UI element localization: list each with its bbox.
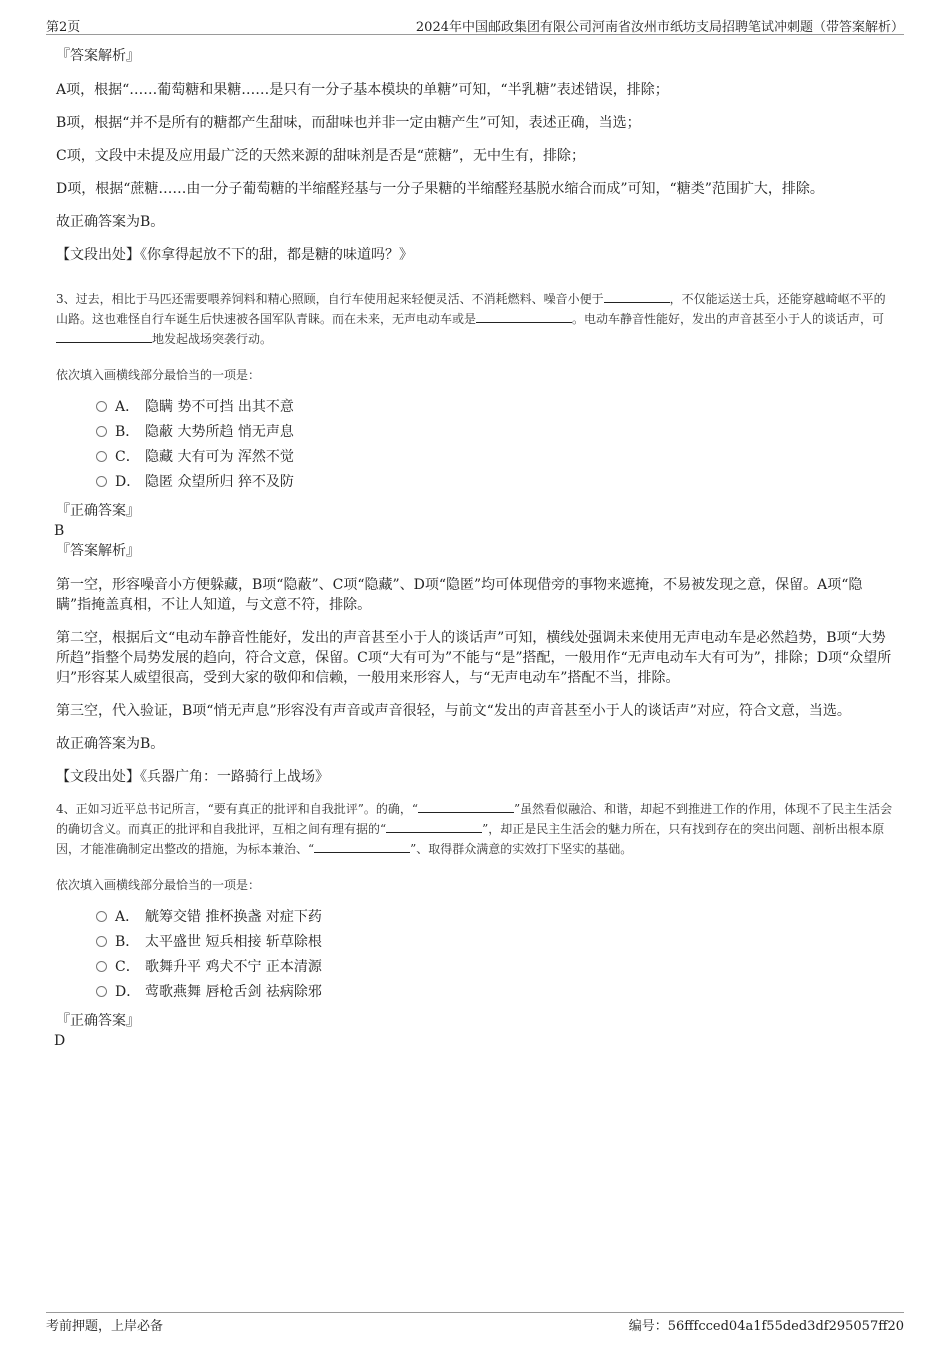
radio-icon[interactable] (96, 911, 107, 922)
q3-answer-label: 『正确答案』 (56, 503, 140, 519)
page-header (46, 14, 904, 35)
blank-1 (604, 289, 670, 303)
q4-option-a[interactable]: A． 觥筹交错 推杯换盏 对症下药 (96, 905, 896, 930)
q3-answer: B (54, 523, 65, 539)
page-content (56, 46, 896, 1051)
q3-analysis-label: 『答案解析』 (56, 543, 140, 559)
radio-icon[interactable] (96, 961, 107, 972)
q3-option-b[interactable]: B． 隐蔽 大势所趋 悄无声息 (96, 420, 896, 445)
question-4-options (96, 905, 896, 1005)
question-3-options (96, 395, 896, 495)
radio-icon[interactable] (96, 426, 107, 437)
radio-icon[interactable] (96, 476, 107, 487)
question-4-prompt: 依次填入画横线部分最恰当的一项是： (56, 878, 261, 892)
question-4-stem: 4、正如习近平总书记所言，“要有真正的批评和自我批评”。的确，“ ”虽然看似融洽、和谐，却起不到推进工作的作用，体现不了民主生活会的确切含义。而真正的批评和自我批评，互相之间有理有据的“ ”，却正是民主生活会的魅力所在，只有找到存在的突出问题、剖析出根本原因，才能准确制定出整改的措施，为标本兼治、“ ”、取得群众满意的实效打下坚实的基础。 (56, 799, 896, 859)
analysis-option-d: D项，根据“蔗糖……由一分子葡萄糖的半缩醛羟基与一分子果糖的半缩醛羟基脱水缩合而成”可知，“糖类”范围扩大，排除。 (56, 181, 824, 197)
q3-option-a[interactable]: A． 隐瞒 势不可挡 出其不意 (96, 395, 896, 420)
blank-2 (386, 819, 482, 833)
q3-option-c[interactable]: C． 隐藏 大有可为 浑然不觉 (96, 445, 896, 470)
document-title: 2024年中国邮政集团有限公司河南省汝州市纸坊支局招聘笔试冲刺题（带答案解析） (415, 20, 904, 35)
blank-1 (418, 799, 514, 813)
question-3-prompt: 依次填入画横线部分最恰当的一项是： (56, 368, 261, 382)
document-id: 编号：56fffcced04a1f55ded3df295057ff20 (628, 1319, 904, 1334)
radio-icon[interactable] (96, 936, 107, 947)
q4-option-b[interactable]: B． 太平盛世 短兵相接 斩草除根 (96, 930, 896, 955)
analysis-label: 『答案解析』 (56, 48, 140, 64)
page-number: 第2页 (46, 20, 81, 35)
q4-answer: D (54, 1033, 66, 1049)
footer-slogan: 考前押题，上岸必备 (46, 1319, 164, 1334)
q3-explanation-1: 第一空，形容噪音小方便躲藏，B项“隐蔽”、C项“隐藏”、D项“隐匿”均可体现借旁的事物来遮掩，不易被发现之意，保留。A项“隐瞒”指掩盖真相，不让人知道，与文意不符，排除。 (56, 577, 863, 613)
question-3-stem: 3、过去，相比于马匹还需要喂养饲料和精心照顾，自行车使用起来轻便灵活、不消耗燃料、噪音小便于 ，不仅能运送士兵，还能穿越崎岖不平的山路。这也难怪自行车诞生后快速被各国军队青睐。而在未来，无声电动车或是 。电动车静音性能好，发出的声音甚至小于人的谈话声，可地发起战场突袭行动。 (56, 289, 896, 349)
q3-option-d[interactable]: D． 隐匿 众望所归 猝不及防 (96, 470, 896, 495)
analysis-option-a: A项，根据“……葡萄糖和果糖……是只有一分子基本模块的单糖”可知，“半乳糖”表述错误，排除； (56, 82, 669, 98)
analysis-conclusion: 故正确答案为B。 (56, 214, 165, 230)
blank-3 (56, 329, 152, 343)
q3-source: 【文段出处】《兵器广角：一路骑行上战场》 (56, 769, 329, 785)
q3-explanation-2: 第二空，根据后文“电动车静音性能好，发出的声音甚至小于人的谈话声”可知，横线处强调未来使用无声电动车是必然趋势，B项“大势所趋”指整个局势发展的趋向，符合文意，保留。C项“大有可为”不能与“是”搭配，一般用作“无声电动车大有可为”，排除；D项“众望所归”形容某人威望很高，受到大家的敬仰和信赖，一般用来形容人，与“无声电动车”搭配不当，排除。 (56, 630, 892, 686)
page-footer (46, 1312, 904, 1334)
radio-icon[interactable] (96, 986, 107, 997)
analysis-option-c: C项，文段中未提及应用最广泛的天然来源的甜味剂是否是“蔗糖”，无中生有，排除； (56, 148, 586, 164)
blank-3 (314, 839, 410, 853)
q3-explanation-3: 第三空，代入验证，B项“悄无声息”形容没有声音或声音很轻，与前文“发出的声音甚至小于人的谈话声”对应，符合文意，当选。 (56, 703, 851, 719)
q3-conclusion: 故正确答案为B。 (56, 736, 165, 752)
blank-2 (476, 309, 572, 323)
analysis-option-b: B项，根据“并不是所有的糖都产生甜味，而甜味也并非一定由糖产生”可知，表述正确，当选； (56, 115, 641, 131)
q4-option-c[interactable]: C． 歌舞升平 鸡犬不宁 正本清源 (96, 955, 896, 980)
radio-icon[interactable] (96, 401, 107, 412)
radio-icon[interactable] (96, 451, 107, 462)
q4-option-d[interactable]: D． 莺歌燕舞 唇枪舌剑 祛病除邪 (96, 980, 896, 1005)
q4-answer-label: 『正确答案』 (56, 1013, 140, 1029)
passage-source: 【文段出处】《你拿得起放不下的甜，都是糖的味道吗？》 (56, 247, 413, 263)
